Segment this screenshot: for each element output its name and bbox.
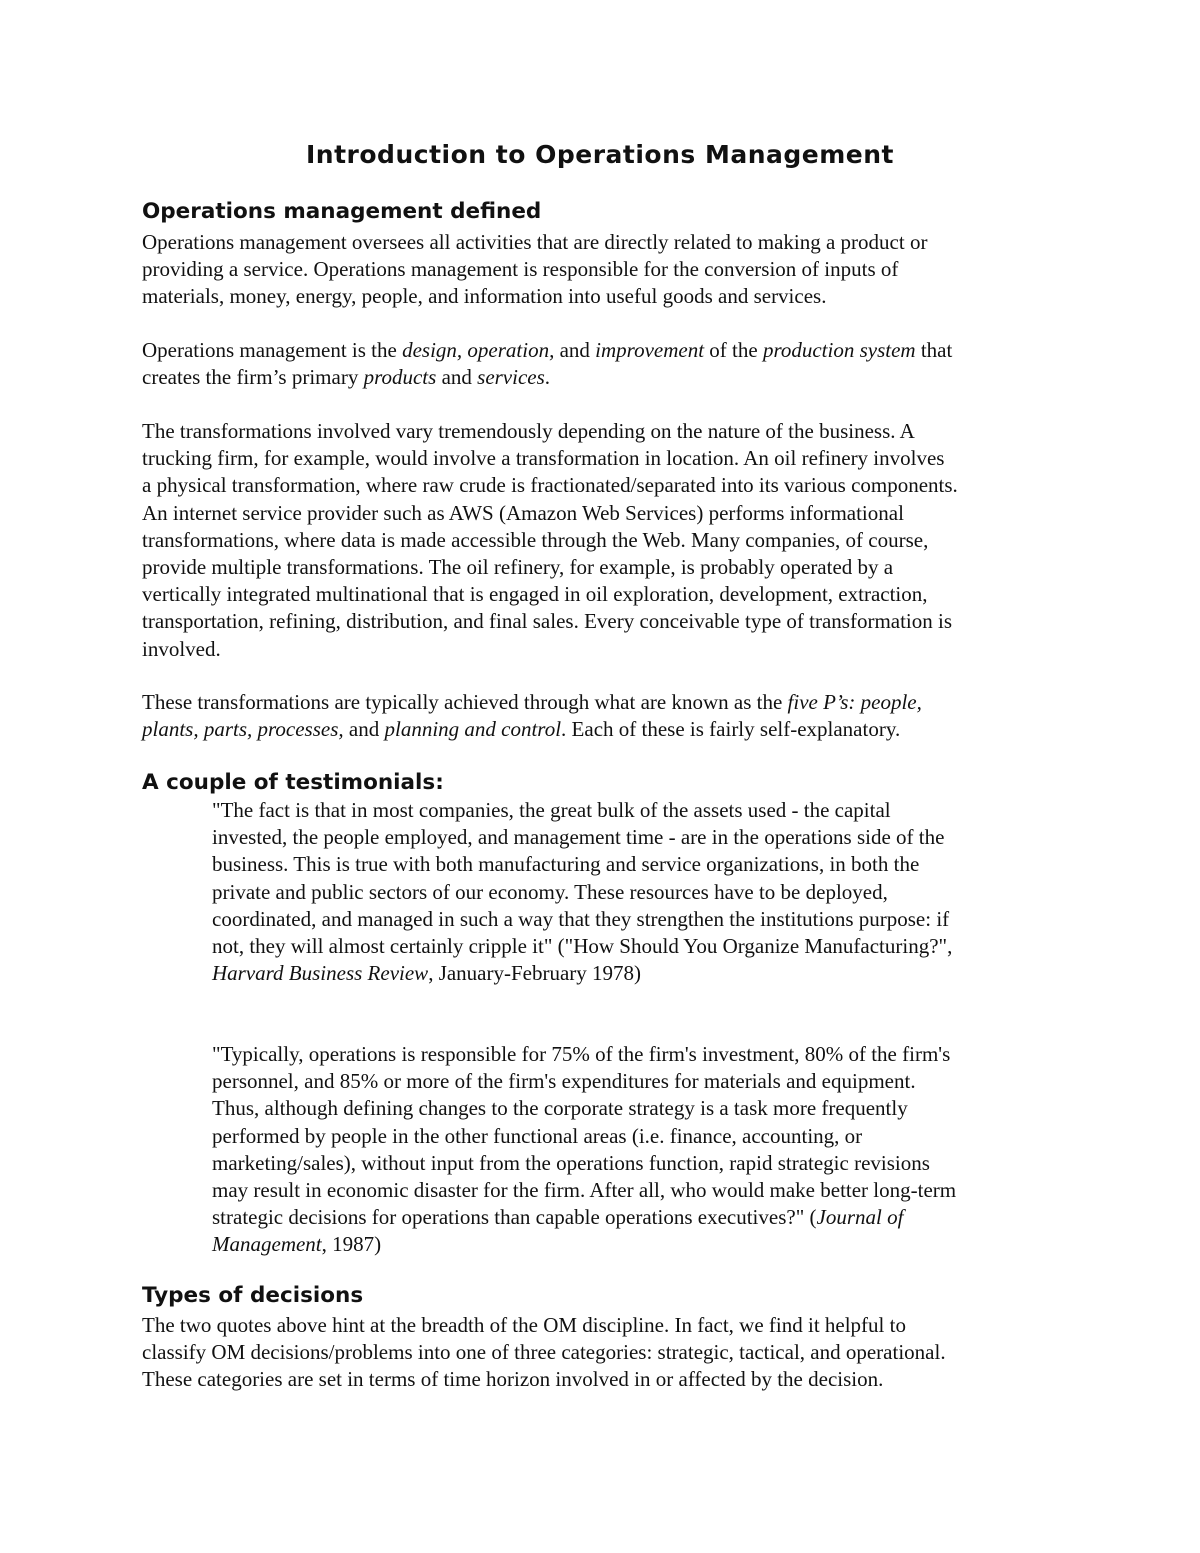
text-line: involved. [142, 636, 221, 661]
text-line: trucking firm, for example, would involve a transformation in location. An oil refinery involves [142, 446, 945, 471]
text-line: Thus, although defining changes to the corporate strategy is a task more frequently [212, 1096, 908, 1121]
paragraph-om-design [142, 337, 1067, 391]
text-line: not, they will almost certainly cripple it" ("How Should You Organize Manufacturing?", [212, 934, 953, 959]
text-line: marketing/sales), without input from the operations function, rapid strategic revisions [212, 1150, 930, 1175]
text-line: These categories are set in terms of time horizon involved in or affected by the decision. [142, 1367, 884, 1392]
text-line: vertically integrated multinational that is engaged in oil exploration, development, extraction, [142, 582, 928, 607]
text-line: invested, the people employed, and management time - are in the operations side of the [212, 825, 945, 850]
text-line: "The fact is that in most companies, the great bulk of the assets used - the capital [212, 798, 891, 822]
text-line: The transformations involved vary tremendously depending on the nature of the business. A [142, 419, 915, 443]
text-line: business. This is true with both manufacturing and service organizations, in both the [212, 852, 920, 877]
text-line: strategic decisions for operations than capable operations executives?" (Journal of [212, 1205, 904, 1230]
text-line: may result in economic disaster for the firm. After all, who would make better long-term [212, 1178, 957, 1203]
text-line: personnel, and 85% or more of the firm's expenditures for materials and equipment. [212, 1069, 916, 1094]
text-line: providing a service. Operations management is responsible for the conversion of inputs of [142, 257, 899, 282]
text-line: performed by people in the other functional areas (i.e. finance, accounting, or [212, 1123, 863, 1148]
text-line: classify OM decisions/problems into one of three categories: strategic, tactical, and operational. [142, 1340, 946, 1365]
section-heading-om-defined: Operations management defined [142, 199, 542, 224]
section-heading-testimonials: A couple of testimonials: [142, 770, 444, 795]
quote-block-hbr [212, 797, 1072, 987]
text-line: a physical transformation, where raw crude is fractionated/separated into its various components. [142, 473, 958, 498]
paragraph-types-of-decisions [142, 1312, 1067, 1394]
text-line: These transformations are typically achieved through what are known as the five P’s: people, [142, 690, 922, 714]
text-line: "Typically, operations is responsible for 75% of the firm's investment, 80% of the firm's [212, 1042, 951, 1066]
text-line: transformations, where data is made accessible through the Web. Many companies, of course, [142, 527, 929, 552]
text-line: Harvard Business Review, January-February 1978) [212, 961, 642, 986]
text-line: The two quotes above hint at the breadth of the OM discipline. In fact, we find it helpful to [142, 1313, 906, 1337]
text-line: transportation, refining, distribution, and final sales. Every conceivable type of transformation is [142, 609, 953, 634]
quote-block-journal [212, 1041, 1072, 1259]
text-line: Management, 1987) [212, 1232, 382, 1257]
section-heading-types-of-decisions: Types of decisions [142, 1283, 364, 1308]
text-line: materials, money, energy, people, and information into useful goods and services. [142, 284, 827, 309]
text-line: provide multiple transformations. The oil refinery, for example, is probably operated by a [142, 555, 894, 580]
paragraph-five-ps [142, 689, 1067, 743]
page-title: Introduction to Operations Management [306, 140, 894, 169]
text-line: Operations management oversees all activities that are directly related to making a product or [142, 230, 928, 254]
text-line: plants, parts, processes, and planning and control. Each of these is fairly self-explanatory. [142, 717, 901, 742]
paragraph-transformations [142, 418, 1067, 663]
text-line: private and public sectors of our economy. These resources have to be deployed, [212, 879, 888, 904]
text-line: creates the firm’s primary products and services. [142, 365, 551, 390]
text-line: Operations management is the design, operation, and improvement of the production system that [142, 338, 953, 362]
text-line: coordinated, and managed in such a way that they strengthen the institutions purpose: if [212, 906, 950, 931]
text-line: An internet service provider such as AWS (Amazon Web Services) performs informational [142, 500, 904, 525]
paragraph-om-definition [142, 229, 1067, 311]
